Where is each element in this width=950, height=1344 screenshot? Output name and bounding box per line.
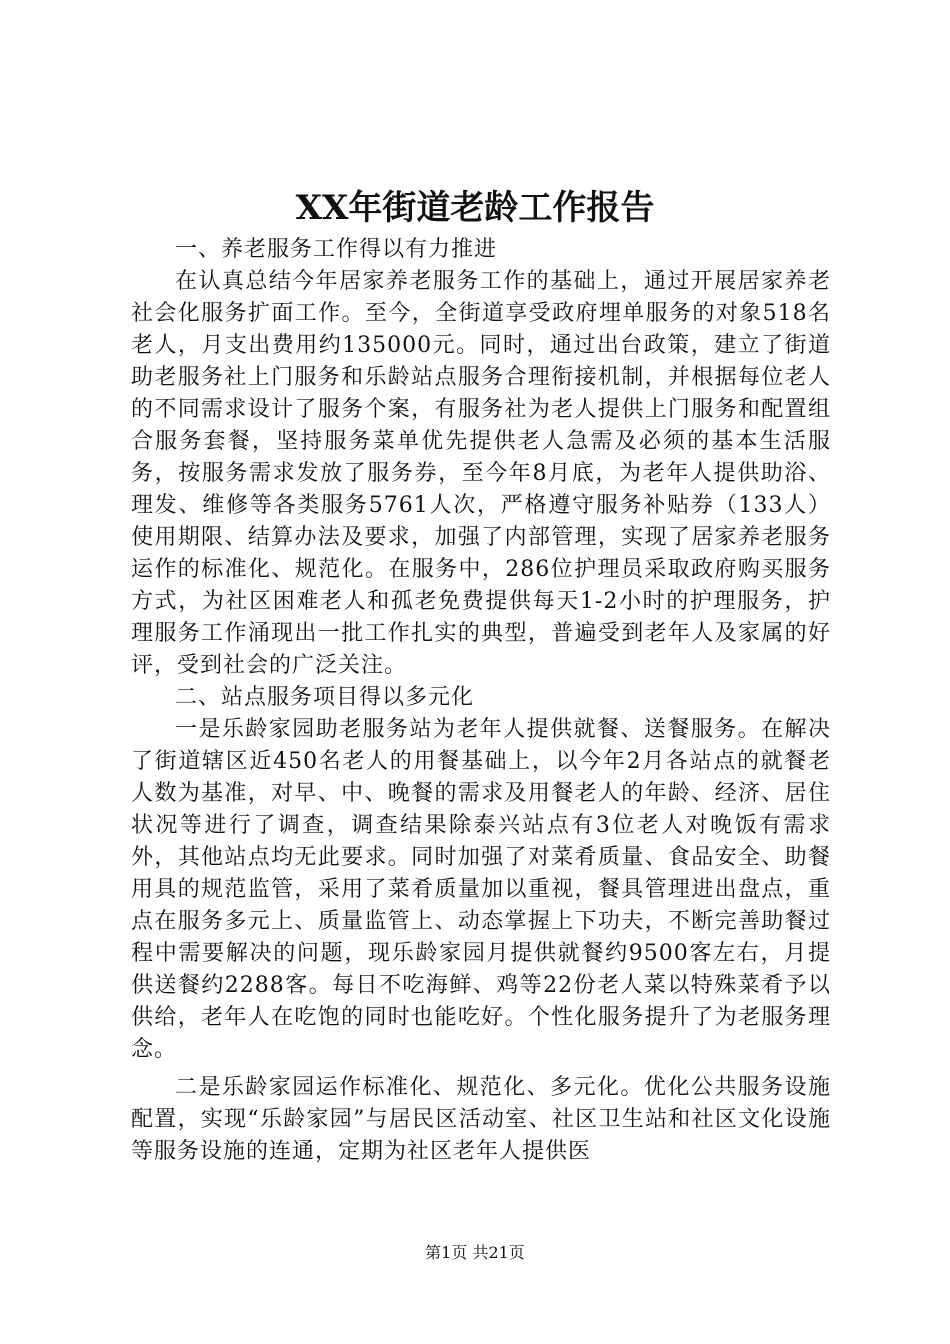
paragraph-1: 在认真总结今年居家养老服务工作的基础上，通过开展居家养老社会化服务扩面工作。至今，全街道享受政府埋单服务的对象518名老人，月支出费用约135000元。同时，通过出台政策，建立了街道助老服务社上门服务和乐龄站点服务合理衔接机制，并根据每位老人的不同需求设计了服务个案，有服务社为老人提供上门服务和配置组合服务套餐，坚持服务菜单优先提供老人急需及必须的基本生活服务，按服务需求发放了服务券，至今年8月底，为老年人提供助浴、理发、维修等各类服务5761人次，严格遵守服务补贴券（133人）使用期限、结算办法及要求，加强了内部管理，实现了居家养老服务运作的标准化、规范化。在服务中，286位护理员采取政府购买服务方式，为社区困难老人和孤老免费提供每天1-2小时的护理服务，护理服务工作涌现出一批工作扎实的典型，普遍受到老年人及家属的好评，受到社会的广泛关注。 xyxy=(131,269,832,678)
paragraph-2: 一是乐龄家园助老服务站为老年人提供就餐、送餐服务。在解决了街道辖区近450名老人的用餐基础上，以今年2月各站点的就餐老人数为基准，对早、中、晚餐的需求及用餐老人的年龄、经济、居住状况等进行了调查，调查结果除泰兴站点有3位老人对晚饭有需求外，其他站点均无此要求。同时加强了对菜肴质量、食品安全、助餐用具的规范监管，采用了菜肴质量加以重视，餐具管理进出盘点，重点在服务多元上、质量监管上、动态掌握上下功夫，不断完善助餐过程中需要解决的问题，现乐龄家园月提供就餐约9500客左右，月提供送餐约2288客。每日不吃海鲜、鸡等22份老人菜以特殊菜肴予以供给，老年人在吃饱的同时也能吃好。个性化服务提升了为老服务理念。 xyxy=(131,717,831,1062)
document-title: XX年街道老龄工作报告 xyxy=(295,188,655,228)
page-footer: 第1页 共21页 xyxy=(425,1243,525,1262)
section-heading-2: 二、站点服务项目得以多元化 xyxy=(175,685,475,710)
section-heading-1: 一、养老服务工作得以有力推进 xyxy=(175,237,498,262)
paragraph-3: 二是乐龄家园运作标准化、规范化、多元化。优化公共服务设施配置，实现“乐龄家园”与居民区活动室、社区卫生站和社区文化设施等服务设施的连通，定期为社区老年人提供医 xyxy=(131,1075,831,1164)
document-body xyxy=(131,234,831,1168)
